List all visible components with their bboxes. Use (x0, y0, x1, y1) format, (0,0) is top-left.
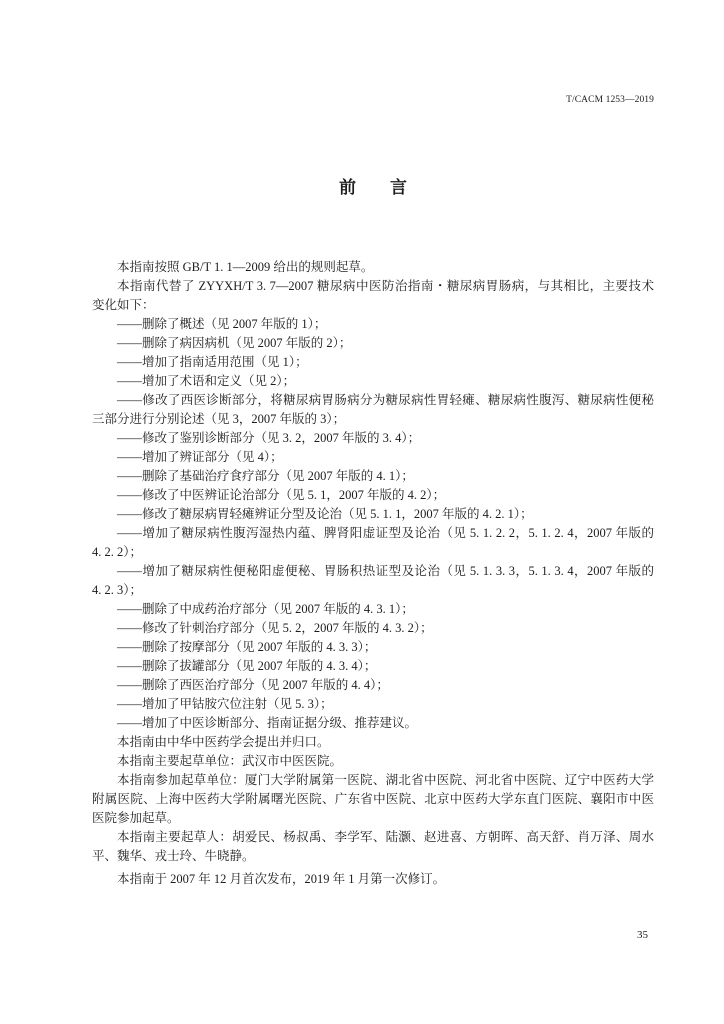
change-list-item (92, 391, 654, 429)
change-list-item (92, 600, 654, 619)
change-list-item (92, 448, 654, 467)
change-list-item (92, 505, 654, 524)
text-line: ——删除了拔罐部分（见 2007 年版的 4. 3. 4）； (117, 659, 377, 673)
paragraph (92, 870, 654, 889)
text-line: ——增加了中医诊断部分、指南证据分级、推荐建议。 (117, 716, 418, 730)
text-line: 本指南于 2007 年 12 月首次发布，2019 年 1 月第一次修订。 (117, 872, 446, 886)
text-line: 三部分进行分别论述（见 3，2007 年版的 3）； (92, 412, 346, 426)
paragraph (92, 258, 654, 277)
text-line: 4. 2. 3）； (92, 583, 143, 597)
text-line: ——删除了病因病机（见 2007 年版的 2）； (117, 336, 352, 350)
text-line: 本指南代替了 ZYYXH/T 3. 7—2007 糖尿病中医防治指南・糖尿病胃肠病，与其相比，主要技术 (117, 279, 654, 293)
change-list-item (92, 676, 654, 695)
text-line: ——增加了术语和定义（见 2）； (117, 374, 296, 388)
text-line: ——修改了糖尿病胃轻瘫辨证分型及论治（见 5. 1. 1，2007 年版的 4. 2. 1）； (117, 507, 533, 521)
paragraph (92, 733, 654, 752)
text-line: ——删除了基础治疗食疗部分（见 2007 年版的 4. 1）； (117, 469, 414, 483)
text-line: ——删除了按摩部分（见 2007 年版的 4. 3. 3）； (117, 640, 377, 654)
change-list-item (92, 315, 654, 334)
document-code-header: T/CACM 1253—2019 (566, 95, 654, 105)
change-list-item (92, 353, 654, 372)
change-list-item (92, 467, 654, 486)
text-line: 变化如下： (92, 298, 155, 312)
paragraph (92, 771, 654, 828)
text-line: 本指南主要起草人：胡爱民、杨叔禹、李学军、陆灏、赵进喜、方朝晖、高天舒、肖万泽、周水 (117, 830, 654, 844)
text-line: ——修改了针刺治疗部分（见 5. 2，2007 年版的 4. 3. 2）； (117, 621, 433, 635)
text-line: 附属医院、上海中医药大学附属曙光医院、广东省中医院、北京中医药大学东直门医院、襄阳市中医 (92, 792, 654, 806)
change-list-item (92, 486, 654, 505)
text-line: 本指南按照 GB/T 1. 1—2009 给出的规则起草。 (117, 260, 374, 274)
text-line: ——增加了糖尿病性腹泻湿热内蕴、脾肾阳虚证型及论治（见 5. 1. 2. 2，5. 1. 2. 4，2007 年版的 (117, 526, 654, 540)
text-line: ——删除了概述（见 2007 年版的 1）； (117, 317, 327, 331)
text-line: ——修改了鉴别诊断部分（见 3. 2，2007 年版的 3. 4）； (117, 431, 421, 445)
page-number: 35 (637, 929, 648, 941)
change-list-item (92, 524, 654, 562)
change-list-item (92, 429, 654, 448)
text-line: 本指南参加起草单位：厦门大学附属第一医院、湖北省中医院、河北省中医院、辽宁中医药大学 (117, 773, 654, 787)
text-line: ——增加了指南适用范围（见 1）； (117, 355, 308, 369)
change-list-item (92, 372, 654, 391)
change-list-item (92, 562, 654, 600)
paragraph (92, 277, 654, 315)
change-list-item (92, 657, 654, 676)
text-line: 医院参加起草。 (92, 811, 180, 825)
text-line: ——修改了中医辨证论治部分（见 5. 1，2007 年版的 4. 2）； (117, 488, 446, 502)
text-line: ——增加了甲钴胺穴位注射（见 5. 3）； (117, 697, 333, 711)
change-list-item (92, 334, 654, 353)
text-line: ——增加了糖尿病性便秘阳虚便秘、胃肠积热证型及论治（见 5. 1. 3. 3，5. 1. 3. 4，2007 年版的 (117, 564, 654, 578)
page-title: 前 言 (339, 178, 407, 197)
text-line: ——增加了辨证部分（见 4）； (117, 450, 283, 464)
text-line: 本指南由中华中医药学会提出并归口。 (117, 735, 330, 749)
text-line: 平、魏华、戎士玲、牛晓静。 (92, 849, 255, 863)
change-list-item (92, 638, 654, 657)
paragraph (92, 828, 654, 866)
paragraph (92, 752, 654, 771)
change-list-item (92, 695, 654, 714)
foreword-body (92, 258, 654, 889)
text-line: 本指南主要起草单位：武汉市中医医院。 (117, 754, 343, 768)
text-line: ——修改了西医诊断部分，将糖尿病胃肠病分为糖尿病性胃轻瘫、糖尿病性腹泻、糖尿病性便秘 (117, 393, 654, 407)
text-line: ——删除了中成药治疗部分（见 2007 年版的 4. 3. 1）； (117, 602, 414, 616)
text-line: ——删除了西医治疗部分（见 2007 年版的 4. 4）； (117, 678, 389, 692)
text-line: 4. 2. 2）； (92, 545, 143, 559)
change-list-item (92, 714, 654, 733)
change-list-item (92, 619, 654, 638)
